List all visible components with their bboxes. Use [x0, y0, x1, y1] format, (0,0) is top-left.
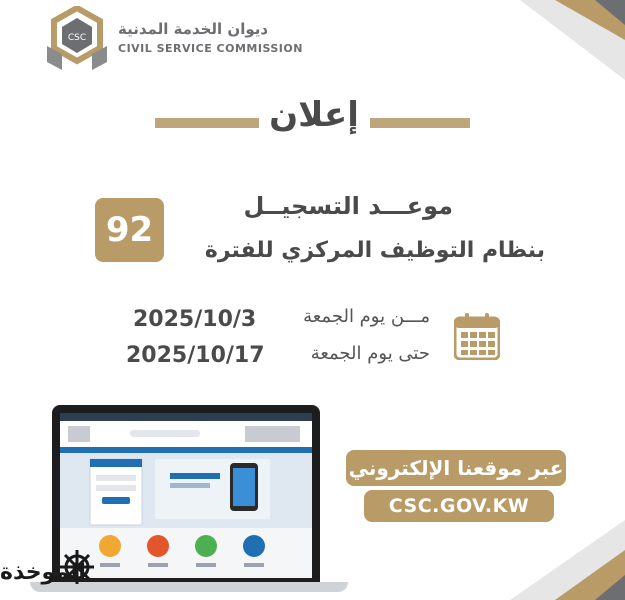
website-preview-graphic — [60, 413, 312, 578]
from-date: 2025/10/3 — [133, 307, 257, 332]
laptop-screenshot — [60, 413, 312, 578]
to-label: حتى يوم الجمعة — [310, 343, 430, 364]
calendar-icon — [454, 312, 500, 360]
from-label: مـــن يوم الجمعة — [303, 306, 430, 327]
top-right-decoration — [480, 0, 625, 80]
title-right-line — [370, 118, 470, 128]
website-url-pill[interactable]: CSC.GOV.KW — [364, 490, 554, 522]
org-name-en: CIVIL SERVICE COMMISSION — [118, 42, 303, 55]
to-date: 2025/10/17 — [126, 343, 265, 368]
announcement-number-badge: 92 — [95, 198, 164, 262]
logo-badge-text: CSC — [67, 33, 87, 43]
title-left-line — [155, 118, 259, 128]
watermark-text: الموخذة — [0, 560, 86, 585]
page-title: إعلان — [269, 95, 359, 135]
org-name-ar: ديوان الخدمة المدنية — [118, 20, 269, 38]
headline-line1: موعـــد التسجيــل — [243, 192, 453, 220]
bottom-right-decoration — [510, 520, 625, 600]
headline-line2: بنظام التوظيف المركزي للفترة — [204, 238, 545, 263]
website-label-pill: عبر موقعنا الإلكتروني — [346, 450, 566, 486]
csc-logo-icon — [42, 6, 112, 72]
